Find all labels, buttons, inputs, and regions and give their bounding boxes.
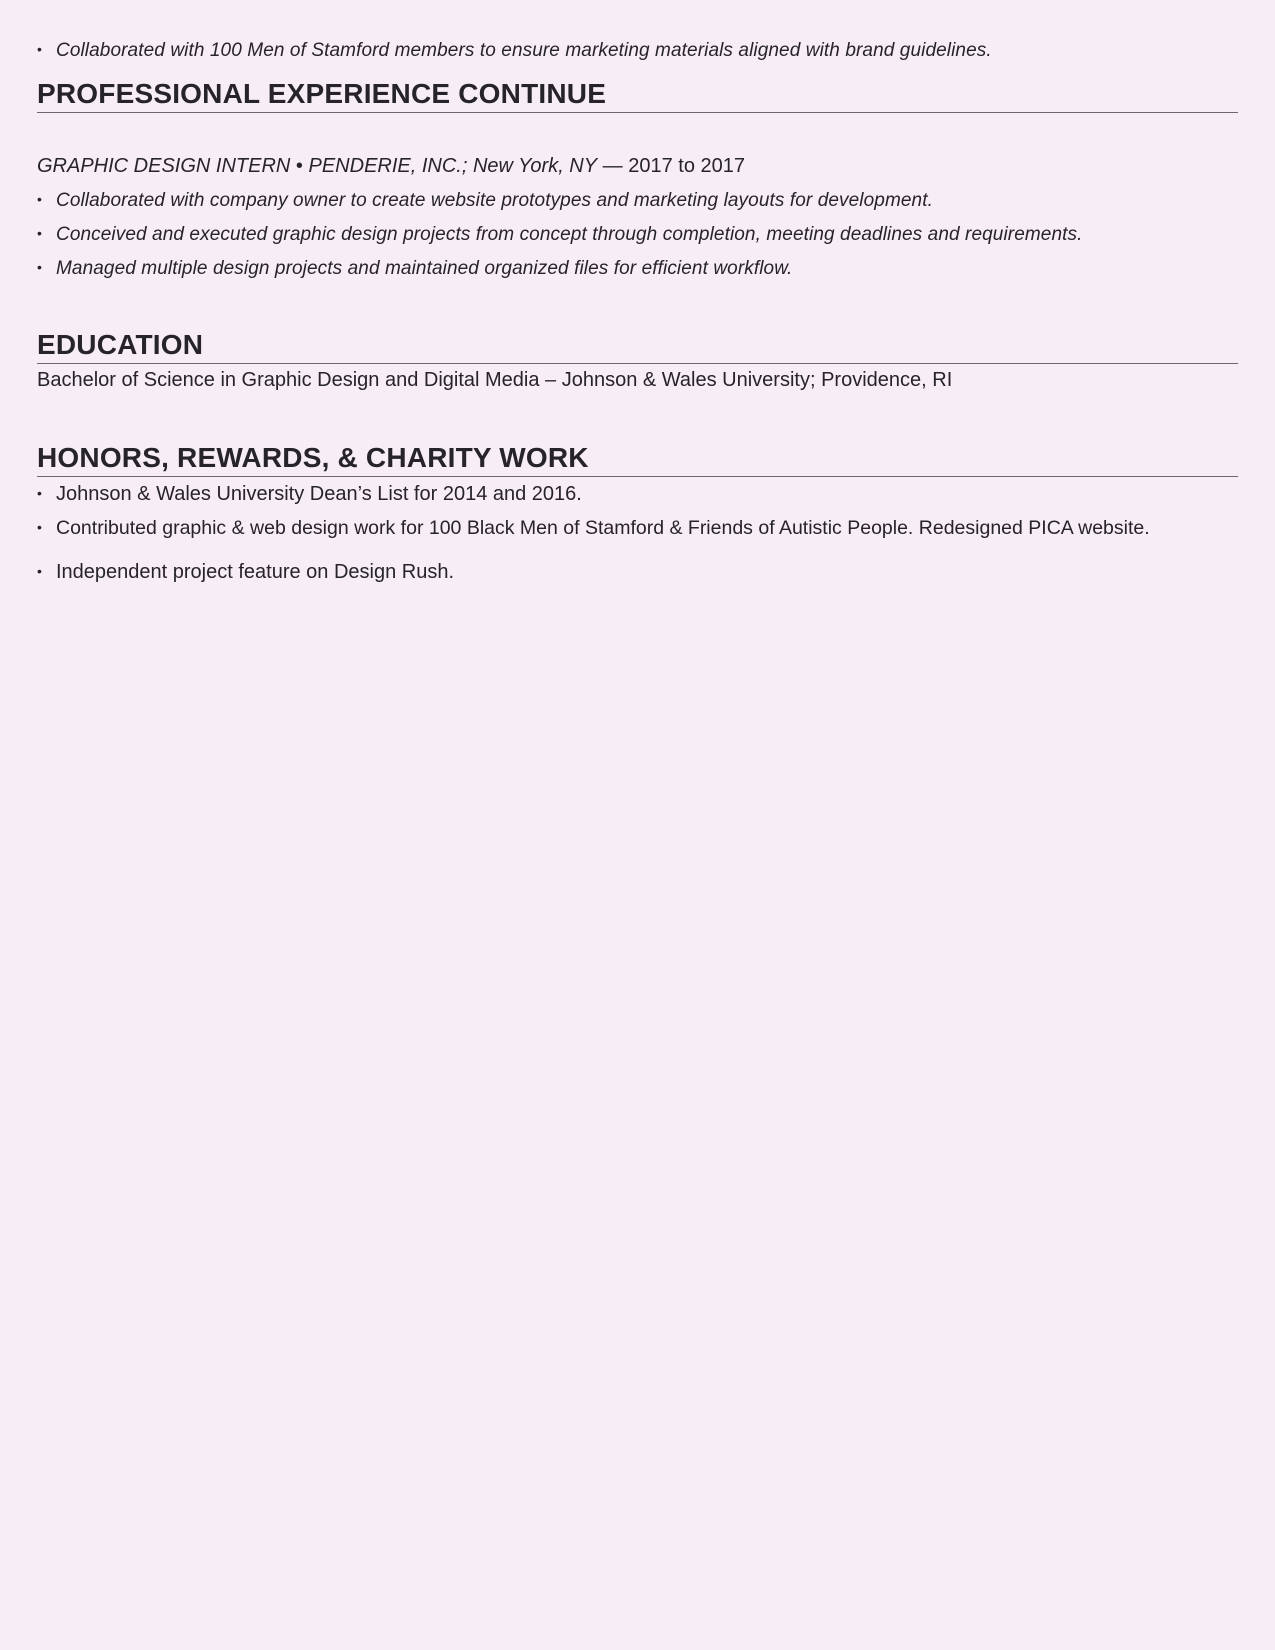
job-dates: 2017 to 2017 — [628, 155, 745, 177]
job-separator: • — [295, 155, 303, 177]
honors-bullet-text: Independent project feature on Design Rush. — [56, 561, 455, 583]
job-company: PENDERIE, INC.; New York, NY — [308, 155, 598, 177]
honors-bullet-text: Johnson & Wales University Dean’s List for 2014 and 2016. — [56, 483, 582, 505]
job-bullet-text: Managed multiple design projects and maintained organized files for efficient workflow. — [56, 258, 793, 279]
education-entry: Bachelor of Science in Graphic Design and Digital Media – Johnson & Wales University; Providence, RI — [37, 369, 953, 391]
bullet-glyph: • — [37, 259, 42, 275]
job-bullet-item — [37, 224, 1238, 246]
honors-bullet-text: Contributed graphic & web design work for 100 Black Men of Stamford & Friends of Autistic People. Redesigned PICA website. — [56, 517, 1150, 539]
experience-heading: PROFESSIONAL EXPERIENCE CONTINUE — [37, 80, 1238, 113]
job-bullet-text: Collaborated with company owner to create website prototypes and marketing layouts for development. — [56, 190, 933, 211]
job-role: GRAPHIC DESIGN INTERN — [37, 155, 291, 177]
job-bullet-item — [37, 258, 1238, 280]
carryover-bullet-item — [37, 40, 1238, 62]
carryover-bullet-text: Collaborated with 100 Men of Stamford members to ensure marketing materials aligned with brand guidelines. — [56, 40, 992, 61]
bullet-glyph: • — [37, 485, 42, 501]
job-dash: — — [602, 155, 623, 177]
honors-bullet-item — [37, 517, 1238, 540]
honors-bullet-item — [37, 483, 1238, 506]
honors-bullet-item — [37, 561, 1238, 584]
bullet-glyph: • — [37, 225, 42, 241]
education-heading: EDUCATION — [37, 331, 1238, 364]
job-title-line — [37, 156, 1238, 176]
honors-heading: HONORS, REWARDS, & CHARITY WORK — [37, 444, 1238, 477]
bullet-glyph: • — [37, 563, 42, 579]
bullet-glyph: • — [37, 41, 42, 57]
job-bullet-item — [37, 190, 1238, 212]
bullet-glyph: • — [37, 191, 42, 207]
job-bullet-text: Conceived and executed graphic design projects from concept through completion, meeting deadlines and requirements. — [56, 224, 1083, 245]
bullet-glyph: • — [37, 519, 42, 535]
